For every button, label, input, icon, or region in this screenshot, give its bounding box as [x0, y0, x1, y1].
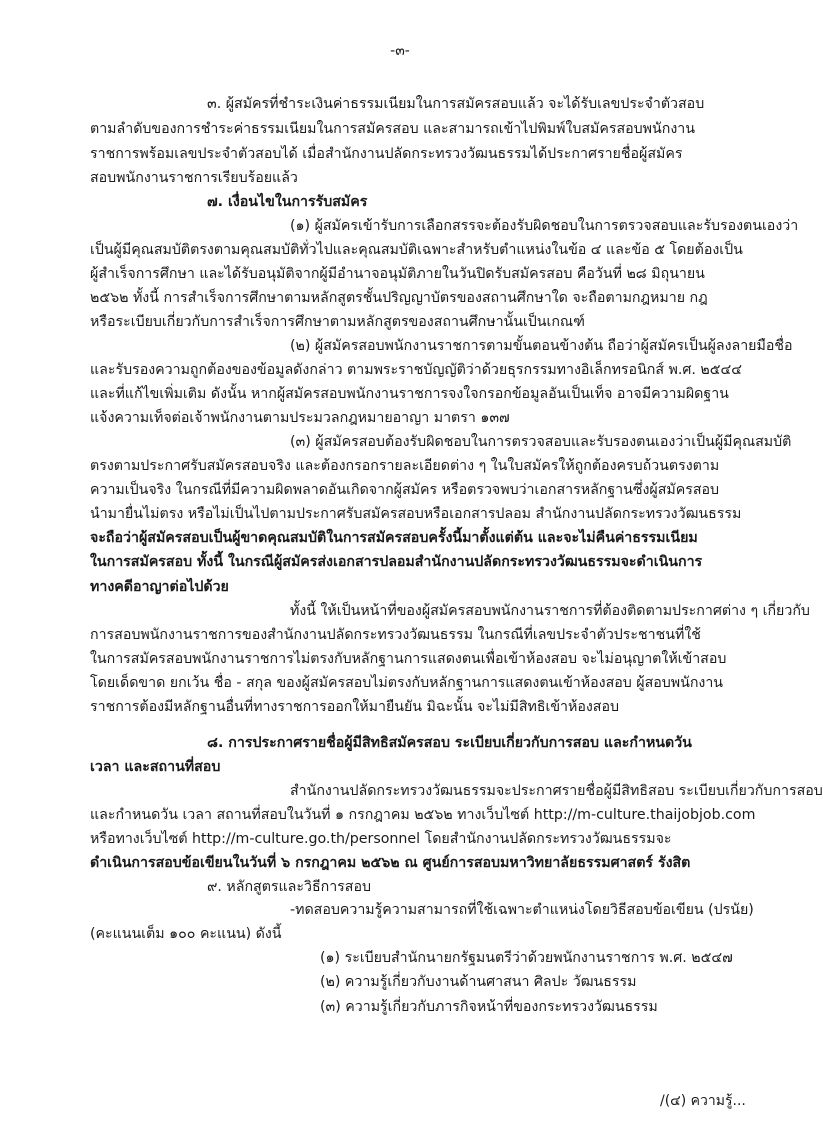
text-line: ราชการพร้อมเลขประจำตัวสอบได้ เมื่อสำนักงานปลัดกระทรวงวัฒนธรรมได้ประกาศรายชื่อผู้สมัคร: [90, 146, 683, 162]
text-line: (๒) ผู้สมัครสอบพนักงานราชการตามขั้นตอนข้างต้น ถือว่าผู้สมัครเป็นผู้ลงลายมือชื่อ: [290, 338, 793, 354]
text-line: ดำเนินการสอบข้อเขียนในวันที่ ๖ กรกฎาคม ๒๕๖๒ ณ ศูนย์การสอบมหาวิทยาลัยธรรมศาสตร์ รังสิต: [90, 855, 691, 871]
text-line: โดยเด็ดขาด ยกเว้น ชื่อ - สกุล ของผู้สมัครสอบไม่ตรงกับหลักฐานการแสดงตนเข้าห้องสอบ ผู้สอบพนักงาน: [90, 675, 723, 691]
text-line: สำนักงานปลัดกระทรวงวัฒนธรรมจะประกาศรายชื่อผู้มีสิทธิสอบ ระเบียบเกี่ยวกับการสอบ: [290, 783, 823, 799]
text-line: ๘. การประกาศรายชื่อผู้มีสิทธิสมัครสอบ ระเบียบเกี่ยวกับการสอบ และกำหนดวัน: [207, 735, 692, 751]
text-line: แจ้งความเท็จต่อเจ้าพนักงานตามประมวลกฎหมายอาญา มาตรา ๑๓๗: [90, 410, 510, 426]
text-line: ในการสมัครสอบ ทั้งนี้ ในกรณีผู้สมัครส่งเอกสารปลอมสำนักงานปลัดกระทรวงวัฒนธรรมจะดำเนินการ: [90, 554, 703, 570]
text-line: การสอบพนักงานราชการของสำนักงานปลัดกระทรวงวัฒนธรรม ในกรณีที่เลขประจำตัวประชาชนที่ใช้: [90, 627, 701, 643]
text-line: (๓) ผู้สมัครสอบต้องรับผิดชอบในการตรวจสอบและรับรองตนเองว่าเป็นผู้มีคุณสมบัติ: [290, 434, 792, 450]
text-line: และที่แก้ไขเพิ่มเติม ดังนั้น หากผู้สมัครสอบพนักงานราชการจงใจกรอกข้อมูลอันเป็นเท็จ อาจมีความผิดฐาน: [90, 386, 729, 402]
text-line: ตามลำดับของการชำระค่าธรรมเนียมในการสมัครสอบ และสามารถเข้าไปพิมพ์ใบสมัครสอบพนักงาน: [90, 121, 695, 137]
text-line: (๓) ความรู้เกี่ยวกับภารกิจหน้าที่ของกระทรวงวัฒนธรรม: [320, 999, 658, 1015]
text-line: (๑) ผู้สมัครเข้ารับการเลือกสรรจะต้องรับผิดชอบในการตรวจสอบและรับรองตนเองว่า: [290, 218, 799, 234]
text-line: หรือระเบียบเกี่ยวกับการสำเร็จการศึกษาตามหลักสูตรของสถานศึกษานั้นเป็นเกณฑ์: [90, 314, 585, 330]
text-line: และกำหนดวัน เวลา สถานที่สอบในวันที่ ๑ กรกฎาคม ๒๕๖๒ ทางเว็บไซต์ http://m-culture.thaijobjob.com: [90, 807, 756, 823]
text-line: ความเป็นจริง ในกรณีที่มีความผิดพลาดอันเกิดจากผู้สมัคร หรือตรวจพบว่าเอกสารหลักฐานซึ่งผู้สมัครสอบ: [90, 482, 720, 498]
text-line: (คะแนนเต็ม ๑๐๐ คะแนน) ดังนี้: [90, 926, 282, 942]
text-line: ราชการต้องมีหลักฐานอื่นที่ทางราชการออกให้มายืนยัน มิฉะนั้น จะไม่มีสิทธิเข้าห้องสอบ: [90, 699, 619, 715]
text-line: (๑) ระเบียบสำนักนายกรัฐมนตรีว่าด้วยพนักงานราชการ พ.ศ. ๒๕๔๗: [320, 950, 733, 966]
text-line: จะถือว่าผู้สมัครสอบเป็นผู้ขาดคุณสมบัติในการสมัครสอบครั้งนี้มาตั้งแต่ต้น และจะไม่คืนค่าธรรมเนียม: [90, 530, 698, 546]
text-line: ทางคดีอาญาต่อไปด้วย: [90, 579, 229, 595]
text-line: เป็นผู้มีคุณสมบัติตรงตามคุณสมบัติทั่วไปและคุณสมบัติเฉพาะสำหรับตำแหน่งในข้อ ๔ และข้อ ๕ โดยต้องเป็น: [90, 242, 743, 258]
text-line: ทั้งนี้ ให้เป็นหน้าที่ของผู้สมัครสอบพนักงานราชการที่ต้องติดตามประกาศต่าง ๆ เกี่ยวกับ: [290, 603, 810, 619]
text-line: ๒๕๖๒ ทั้งนี้ การสำเร็จการศึกษาตามหลักสูตรชั้นปริญญาบัตรของสถานศึกษาใด จะถือตามกฎหมาย กฎ: [90, 290, 708, 306]
text-line: สอบพนักงานราชการเรียบร้อยแล้ว: [90, 170, 298, 186]
text-line: ผู้สำเร็จการศึกษา และได้รับอนุมัติจากผู้มีอำนาจอนุมัติภายในวันปิดรับสมัครสอบ คือวันที่ ๒๘ มิถุนายน: [90, 266, 705, 282]
text-line: และรับรองความถูกต้องของข้อมูลดังกล่าว ตามพระราชบัญญัติว่าด้วยธุรกรรมทางอิเล็กทรอนิกส์ พ.ศ. ๒๕๔๔: [90, 362, 742, 378]
page-number: -๓-: [390, 43, 410, 59]
text-line: ในการสมัครสอบพนักงานราชการไม่ตรงกับหลักฐานการแสดงตนเพื่อเข้าห้องสอบ จะไม่อนุญาตให้เข้าสอบ: [90, 651, 727, 667]
text-line: นำมายื่นไม่ตรง หรือไม่เป็นไปตามประกาศรับสมัครสอบหรือเอกสารปลอม สำนักงานปลัดกระทรวงวัฒนธรรม: [90, 506, 742, 522]
text-line: เวลา และสถานที่สอบ: [90, 759, 221, 775]
text-line: ตรงตามประกาศรับสมัครสอบจริง และต้องกรอกรายละเอียดต่าง ๆ ในใบสมัครให้ถูกต้องครบถ้วนตรงตาม: [90, 458, 720, 474]
text-line: (๒) ความรู้เกี่ยวกับงานด้านศาสนา ศิลปะ วัฒนธรรม: [320, 974, 637, 990]
text-line: ๙. หลักสูตรและวิธีการสอบ: [207, 879, 371, 895]
text-line: ๓. ผู้สมัครที่ชำระเงินค่าธรรมเนียมในการสมัครสอบแล้ว จะได้รับเลขประจำตัวสอบ: [207, 96, 705, 112]
text-line: -ทดสอบความรู้ความสามารถที่ใช้เฉพาะตำแหน่งโดยวิธีสอบข้อเขียน (ปรนัย): [290, 902, 754, 918]
continuation-footer: /(๔) ความรู้...: [660, 1093, 746, 1109]
text-line: หรือทางเว็บไซต์ http://m-culture.go.th/personnel โดยสำนักงานปลัดกระทรวงวัฒนธรรมจะ: [90, 831, 672, 847]
text-line: ๗. เงื่อนไขในการรับสมัคร: [207, 194, 368, 210]
